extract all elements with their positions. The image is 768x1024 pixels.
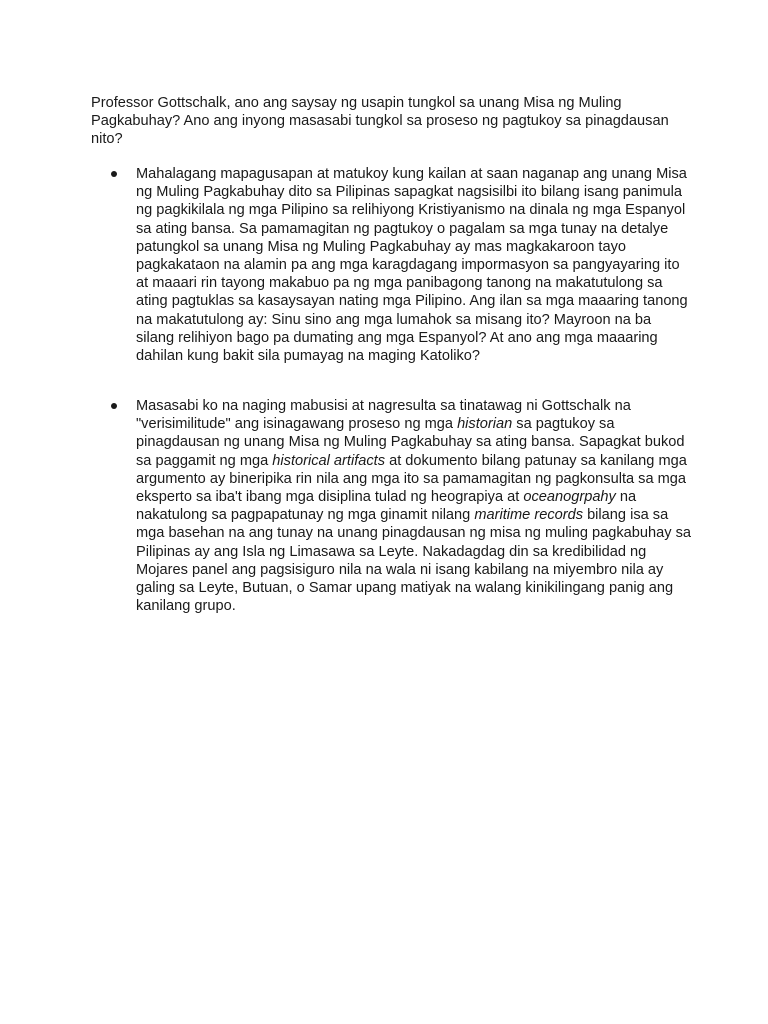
answer-1-text: Mahalagang mapagusapan at matukoy kung kailan at saan naganap ang unang Misa ng Muling Pagkabuhay dito sa Pilipinas sapagkat nagsisilbi ito bilang isang panimula ng pagkikilala ng mga Pilipino sa relihiyong Kristiyanismo na dinala ng mga Espanyol sa ating bansa. Sa pamamagitan ng pagtukoy o pagalam sa mga tunay na detalye patungkol sa unang Misa ng Muling Pagkabuhay ay mas magkakaroon tayo pagkakataon na alamin pa ang mga karagdagang impormasyon sa pangyayaring ito at maaari rin tayong makabuo pa ng mga panibagong tanong na makatutulong sa ating pagtuklas sa kasaysayan nating mga Pilipino. Ang ilan sa mga maaaring tanong na makatutulong ay: Sinu sino ang mga lumahok sa misang ito? Mayroon na ba silang relihiyon bago pa dumating ang mga Espanyol? At ano ang mga maaaring dahilan kung bakit sila pumayag na maging Katoliko? <box>136 166 688 365</box>
answer-2-segment: at dokumento bilang patunay sa kanilang mga argumento ay bineripika rin nila ang mga ito sa pamamagitan ng pagkonsulta sa mga eksperto sa iba't ibang mga disiplina tulad ng heograpiya at <box>136 452 687 506</box>
answer-2-segment: na nakatulong sa pagpapatunay ng mga ginamit nilang <box>136 489 637 524</box>
italic-term-oceanography: oceanogrpahy <box>523 489 616 506</box>
answer-list-2 <box>91 397 691 615</box>
list-item <box>91 165 691 365</box>
answer-list-1 <box>91 165 691 365</box>
answer-2-segment: sa pagtukoy sa pinagdausan ng unang Misa ng Muling Pagkabuhay sa ating bansa. Sapagkat bukod sa paggamit ng mga <box>136 416 685 469</box>
question-paragraph: Professor Gottschalk, ano ang saysay ng usapin tungkol sa unang Misa ng Muling Pagkabuhay? Ano ang inyong masasabi tungkol sa proseso ng pagtukoy sa pinagdausan nito? <box>91 95 669 148</box>
italic-term-historical-artifacts: historical artifacts <box>272 452 386 469</box>
answer-2-text <box>136 398 691 614</box>
bullet-icon <box>111 171 117 177</box>
italic-term-historian: historian <box>457 416 513 433</box>
bullet-icon <box>111 403 117 409</box>
answer-2-segment: bilang isa sa mga basehan na ang tunay na unang pinagdausan ng misa ng muling pagkabuhay sa Pilipinas ay ang Isla ng Limasawa sa Leyte. Nakadagdag din sa kredibilidad ng Mojares panel ang pagsisiguro nila na wala ni isang kabilang na miyembro nila ay galing sa Leyte, Butuan, o Samar upang matiyak na walang kinikilingang panig ang kanilang grupo. <box>136 507 691 615</box>
italic-term-maritime-records: maritime records <box>474 507 584 524</box>
list-item <box>91 397 691 615</box>
answer-2-segment: Masasabi ko na naging mabusisi at nagresulta sa tinatawag ni Gottschalk na "verisimilitude" ang isinagawang proseso ng mga <box>136 398 631 433</box>
